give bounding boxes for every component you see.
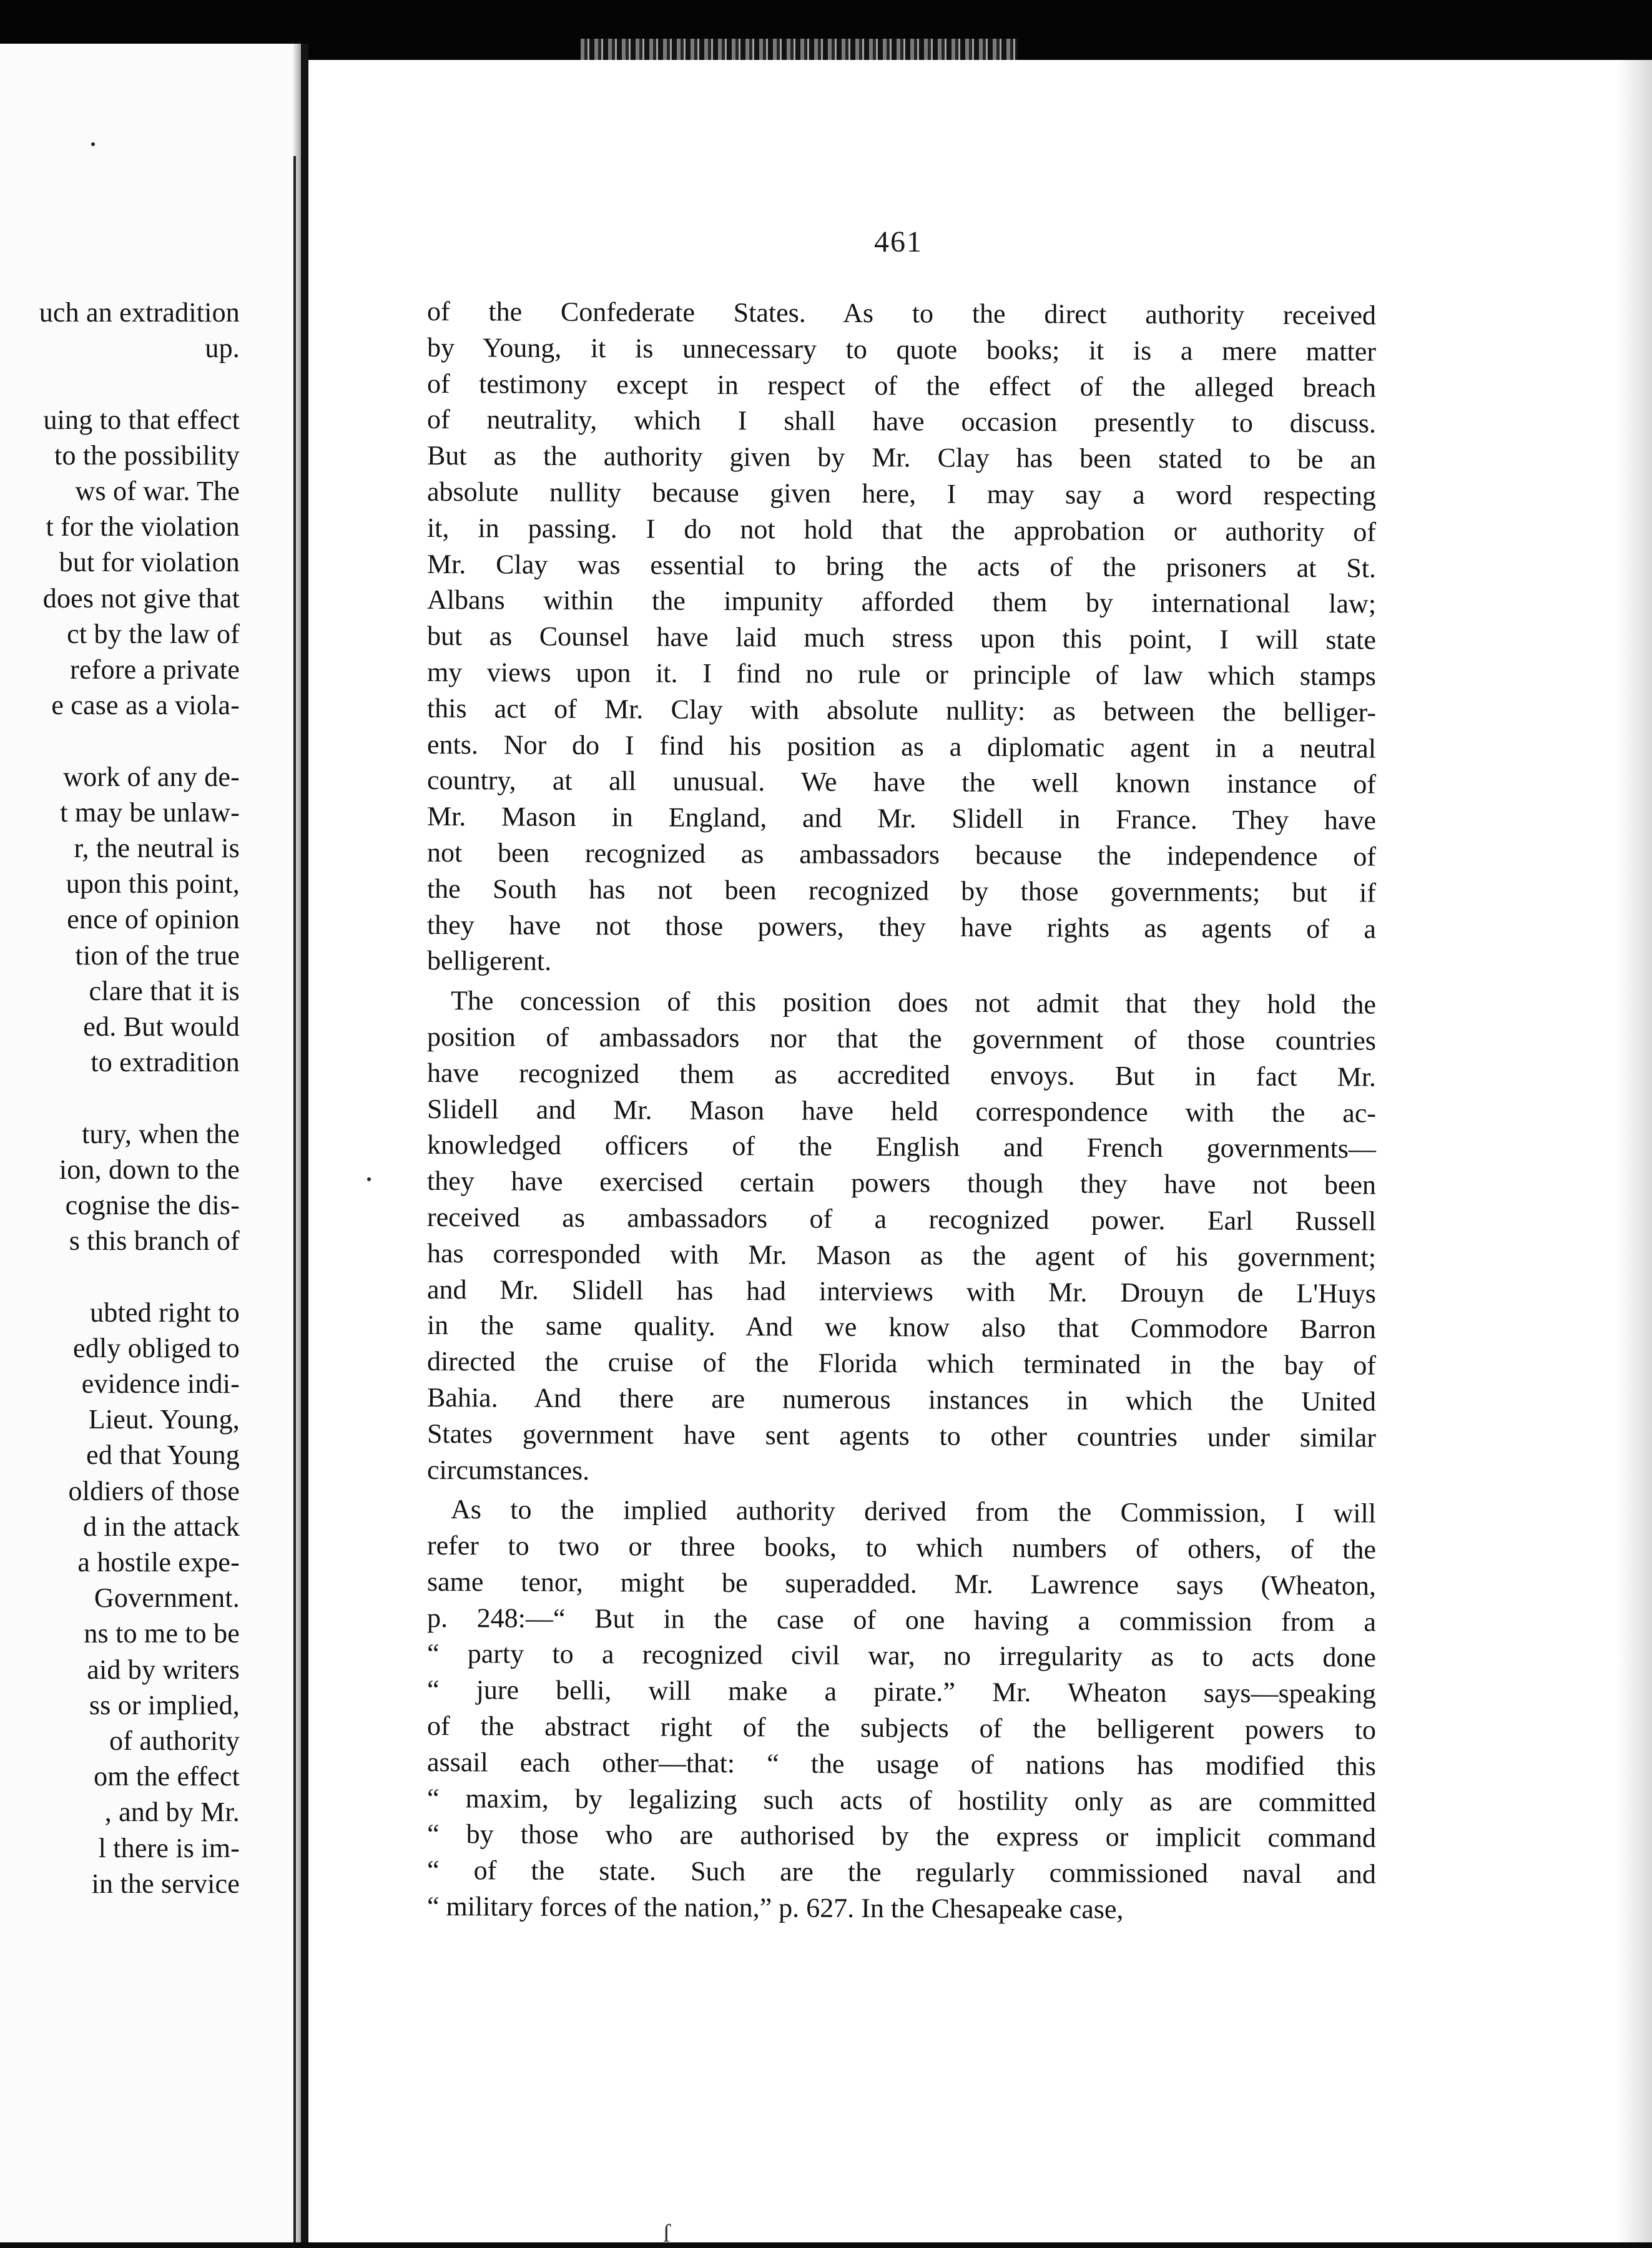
text-line: belligerent.: [426, 945, 552, 977]
left-page: [0, 44, 301, 2242]
left-page-line: Lieut. Young,: [88, 1404, 240, 1435]
text-line: received as ambassadors of a recognized power. Earl Russell: [426, 1201, 1377, 1237]
left-page-line: uing to that effect: [43, 404, 240, 435]
text-line: they have exercised certain powers though they have not been: [426, 1166, 1377, 1200]
left-page-line: l there is im-: [98, 1832, 240, 1863]
left-page-line: but for violation: [59, 547, 240, 578]
left-page-line: does not give that: [42, 582, 240, 614]
text-line: of the abstract right of the subjects of the belligerent powers to: [426, 1711, 1377, 1745]
text-line: “ jure belli, will make a pirate.” Mr. Wheaton says—speaking: [426, 1674, 1377, 1709]
text-line: Slidell and Mr. Mason have held correspondence with the ac-: [426, 1093, 1377, 1129]
left-page-line: upon this point,: [66, 868, 240, 900]
text-line: the South has not been recognized by those governments; but if: [426, 873, 1377, 908]
left-page-line: ubted right to: [90, 1297, 240, 1328]
left-page-line: e case as a viola-: [51, 690, 240, 721]
left-page-line: in the service: [91, 1868, 240, 1899]
text-line: and Mr. Slidell has had interviews with Mr. Drouyn de L'Huys: [426, 1274, 1377, 1309]
left-page-line: ed. But would: [83, 1011, 240, 1042]
left-page-line: a hostile expe-: [77, 1547, 240, 1578]
left-page-line: s this branch of: [69, 1225, 240, 1257]
left-page-line: ed that Young: [86, 1440, 240, 1471]
text-line: refer to two or three books, to which numbers of others, of the: [426, 1530, 1377, 1565]
text-line: But as the authority given by Mr. Clay has been stated to be an: [426, 440, 1377, 475]
left-page-line: ct by the law of: [67, 618, 240, 649]
text-line: by Young, it is unnecessary to quote books; it is a mere matter: [426, 331, 1377, 367]
margin-mark: ſ: [663, 2219, 671, 2247]
text-line: of neutrality, which I shall have occasion presently to discuss.: [426, 404, 1377, 439]
text-line: have recognized them as accredited envoys. But in fact Mr.: [426, 1057, 1377, 1092]
text-line: has corresponded with Mr. Mason as the agent of his government;: [426, 1237, 1377, 1273]
text-line: of testimony except in respect of the effect of the alleged breach: [426, 368, 1377, 403]
left-page-line: edly obliged to: [73, 1332, 240, 1363]
text-line: assail each other—that: “ the usage of nations has modified this: [426, 1746, 1377, 1782]
text-line: Albans within the impunity afforded them by international law;: [426, 584, 1377, 620]
left-page-line: t may be unlaw-: [60, 797, 240, 828]
text-line: this act of Mr. Clay with absolute nullity: as between the belliger-: [426, 692, 1377, 728]
text-line: States government have sent agents to other countries under similar: [426, 1418, 1377, 1453]
text-line: absolute nullity because given here, I may say a word respecting: [426, 476, 1377, 511]
text-line: position of ambassadors nor that the government of those countries: [426, 1021, 1377, 1056]
left-page-line: up.: [205, 333, 240, 364]
left-page-line: refore a private: [70, 654, 240, 685]
left-page-line: ss or implied,: [89, 1689, 240, 1720]
left-page-line: uch an extradition: [39, 297, 240, 328]
left-page-line: work of any de-: [63, 761, 240, 792]
left-page-line: Government.: [94, 1583, 240, 1614]
text-line: ents. Nor do I find his position as a diplomatic agent in a neutral: [426, 729, 1377, 764]
left-page-line: ence of opinion: [67, 904, 240, 935]
left-page-line: cognise the dis-: [65, 1190, 240, 1220]
text-line: Bahia. And there are numerous instances in which the United: [426, 1382, 1377, 1417]
text-line: Mr. Clay was essential to bring the acts of the prisoners at St.: [426, 548, 1377, 584]
left-page-line: tury, when the: [82, 1118, 240, 1149]
text-line: it, in passing. I do not hold that the approbation or authority of: [426, 512, 1377, 547]
left-page-line: oldiers of those: [68, 1475, 240, 1506]
text-line: “ of the state. Such are the regularly commissioned naval and: [426, 1855, 1377, 1890]
text-line: “ by those who are authorised by the express or implicit command: [426, 1819, 1377, 1854]
left-page-line: ion, down to the: [59, 1154, 240, 1185]
text-line: in the same quality. And we know also that Commodore Barron: [426, 1310, 1377, 1345]
text-line: The concession of this position does not admit that they hold the: [450, 985, 1377, 1020]
text-line: not been recognized as ambassadors because the independence of: [426, 837, 1377, 872]
binding-edge: [293, 156, 296, 2242]
text-line: but as Counsel have laid much stress upon this point, I will state: [426, 621, 1377, 655]
right-page-edge: [1617, 60, 1652, 2242]
text-line: As to the implied authority derived from the Commission, I will: [450, 1494, 1377, 1529]
left-page-line: to the possibility: [54, 439, 240, 471]
text-line: knowledged officers of the English and French governments—: [426, 1129, 1377, 1164]
left-page-line: r, the neutral is: [74, 833, 240, 863]
left-page-line: , and by Mr.: [104, 1797, 240, 1828]
scan-speck: [91, 142, 95, 146]
text-line: they have not those powers, they have rights as agents of a: [426, 909, 1377, 945]
scan-speck: [367, 1177, 371, 1181]
left-page-line: evidence indi-: [81, 1368, 240, 1399]
left-page-line: d in the attack: [82, 1511, 240, 1542]
text-line: my views upon it. I find no rule or principle of law which stamps: [426, 656, 1377, 692]
left-page-line: of authority: [109, 1725, 240, 1756]
page-gutter: [301, 44, 308, 2242]
left-page-line: ns to me to be: [84, 1618, 240, 1649]
left-page-line: t for the violation: [46, 511, 240, 542]
text-line: circumstances.: [426, 1454, 590, 1486]
left-page-line: tion of the true: [75, 940, 240, 971]
text-line: Mr. Mason in England, and Mr. Slidell in France. They have: [426, 801, 1377, 836]
body-text: [427, 293, 1376, 1925]
left-page-line: aid by writers: [87, 1654, 240, 1685]
left-page-line: ws of war. The: [75, 476, 240, 506]
left-page-line: to extradition: [91, 1047, 240, 1078]
left-page-line: clare that it is: [89, 975, 240, 1006]
text-line: “ military forces of the nation,” p. 627. In the Chesapeake case,: [426, 1891, 1124, 1925]
text-line: “ party to a recognized civil war, no irregularity as to acts done: [426, 1638, 1377, 1674]
text-line: same tenor, might be superadded. Mr. Lawrence says (Wheaton,: [426, 1566, 1377, 1601]
left-page-line: om the effect: [94, 1761, 240, 1792]
text-line: “ maxim, by legalizing such acts of hostility only as are committed: [426, 1782, 1377, 1818]
text-line: country, at all unusual. We have the well known instance of: [426, 765, 1377, 800]
text-line: directed the cruise of the Florida which terminated in the bay of: [426, 1346, 1377, 1381]
text-line: p. 248:—“ But in the case of one having a commission from a: [426, 1602, 1377, 1637]
text-line: of the Confederate States. As to the direct authority received: [426, 296, 1377, 331]
page-number: 461: [874, 225, 923, 258]
